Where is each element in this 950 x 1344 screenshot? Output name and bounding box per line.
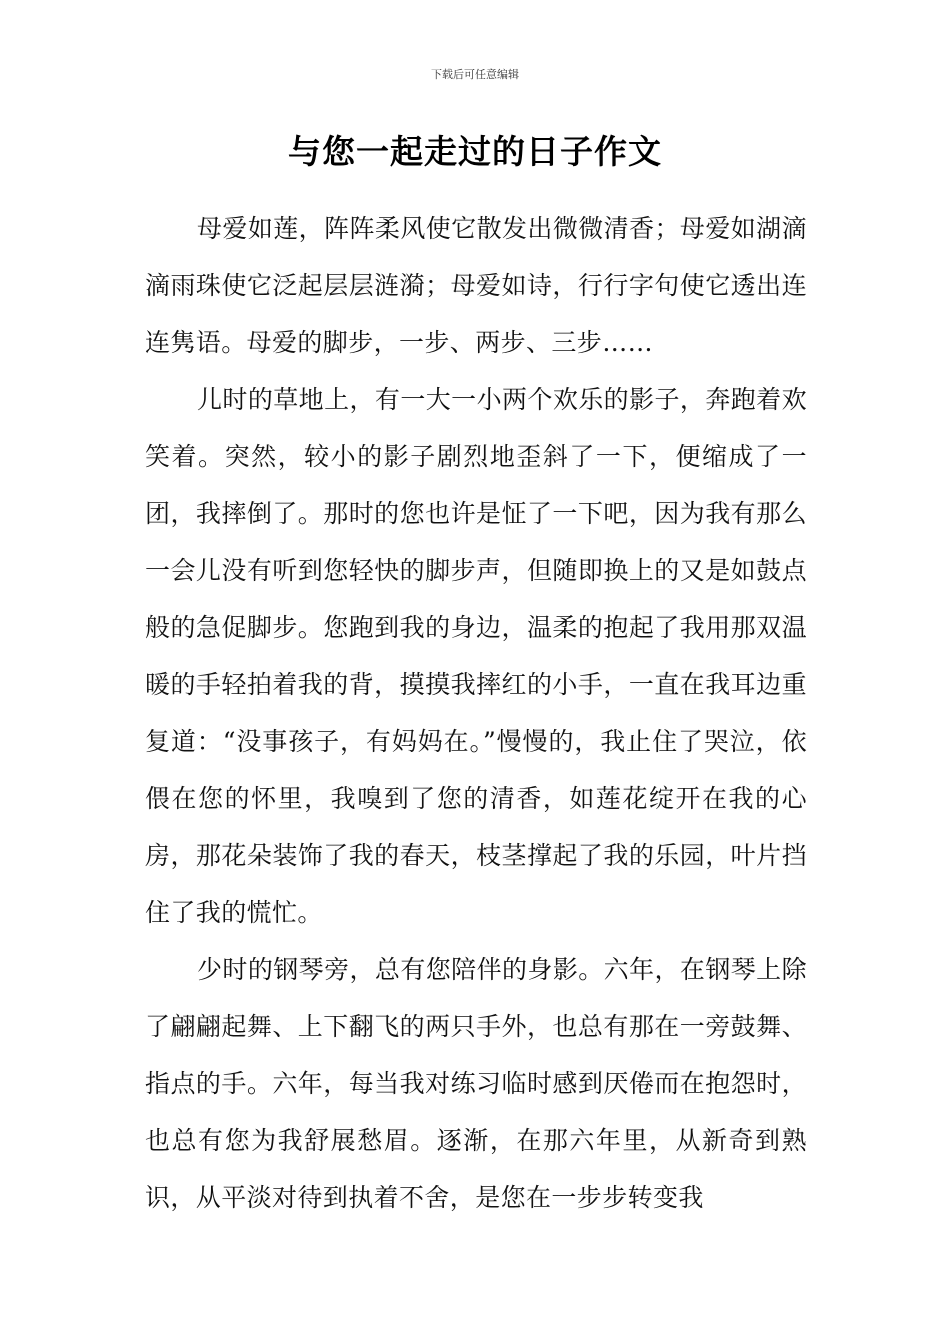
document-body bbox=[145, 200, 807, 1226]
document-title: 与您一起走过的日子作文 bbox=[288, 132, 662, 171]
paragraph: 少时的钢琴旁，总有您陪伴的身影。六年，在钢琴上除了翩翩起舞、上下翻飞的两只手外，也总有那在一旁鼓舞、指点的手。六年，每当我对练习临时感到厌倦而在抱怨时，也总有您为我舒展愁眉。逐渐，在那六年里，从新奇到熟识，从平淡对待到执着不舍，是您在一步步转变我 bbox=[145, 955, 807, 1212]
paragraph: 母爱如莲，阵阵柔风使它散发出微微清香；母爱如湖滴滴雨珠使它泛起层层涟漪；母爱如诗，行行字句使它透出连连隽语。母爱的脚步，一步、两步、三步…… bbox=[145, 214, 807, 357]
paragraph: 儿时的草地上，有一大一小两个欢乐的影子，奔跑着欢笑着。突然，较小的影子剧烈地歪斜了一下，便缩成了一团，我摔倒了。那时的您也许是怔了一下吧，因为我有那么一会儿没有听到您轻快的脚步声，但随即换上的又是如鼓点般的急促脚步。您跑到我的身边，温柔的抱起了我用那双温暖的手轻拍着我的背，摸摸我摔红的小手，一直在我耳边重复道：“没事孩子，有妈妈在。”慢慢的，我止住了哭泣，依偎在您的怀里，我嗅到了您的清香，如莲花绽开在我的心房，那花朵装饰了我的春天，枝茎撑起了我的乐园，叶片挡住了我的慌忙。 bbox=[145, 385, 807, 927]
header-note: 下载后可任意编辑 bbox=[431, 68, 519, 81]
